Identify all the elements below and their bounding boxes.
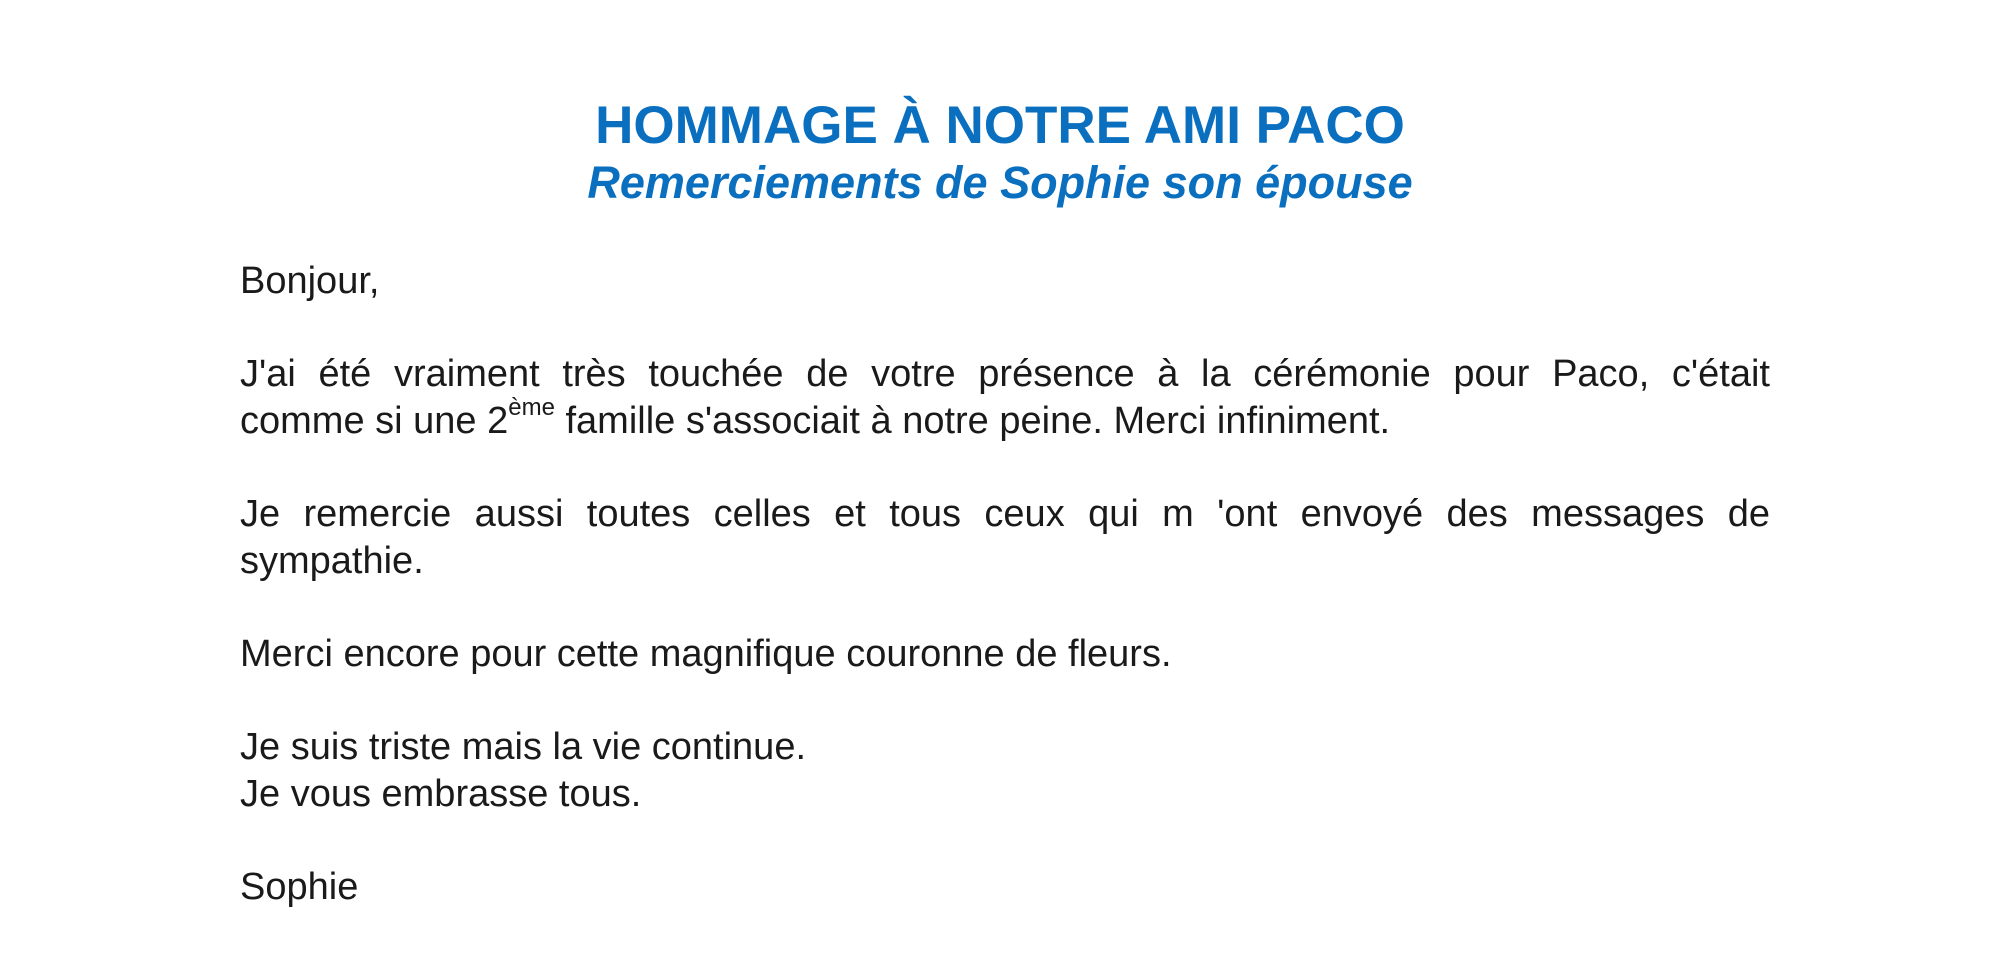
letter-paragraph-1 — [240, 351, 1770, 445]
page-title: HOMMAGE À NOTRE AMI PACO — [595, 96, 1405, 155]
paragraph-1-line-2 — [240, 394, 1770, 445]
letter-paragraph-2 — [240, 491, 1770, 585]
letter-greeting — [240, 258, 1770, 305]
document-header — [0, 96, 2000, 210]
paragraph-4-line-2: Je vous embrasse tous. — [240, 773, 642, 815]
paragraph-1-line-1: J'ai été vraiment très touchée de votre présence à la cérémonie pour Paco, c'était — [240, 353, 1770, 395]
paragraph-2-line-1: Je remercie aussi toutes celles et tous ceux qui m 'ont envoyé des messages de — [240, 493, 1770, 535]
paragraph-1-line-2-end: famille s'associait à notre peine. Merci infiniment. — [554, 400, 1391, 442]
letter-body — [240, 258, 1770, 957]
paragraph-3-text: Merci encore pour cette magnifique couronne de fleurs. — [240, 633, 1172, 675]
letter-paragraph-3 — [240, 631, 1770, 678]
paragraph-4-line-1: Je suis triste mais la vie continue. — [240, 726, 807, 768]
signature-text: Sophie — [240, 866, 359, 908]
page-subtitle: Remerciements de Sophie son épouse — [587, 157, 1413, 208]
letter-paragraph-4 — [240, 724, 1770, 818]
greeting-text: Bonjour, — [240, 260, 380, 302]
paragraph-1-line-2-start: comme si une 2 — [240, 400, 509, 442]
ordinal-superscript: ème — [508, 394, 555, 421]
letter-signature — [240, 864, 1770, 911]
paragraph-2-line-2: sympathie. — [240, 540, 424, 582]
